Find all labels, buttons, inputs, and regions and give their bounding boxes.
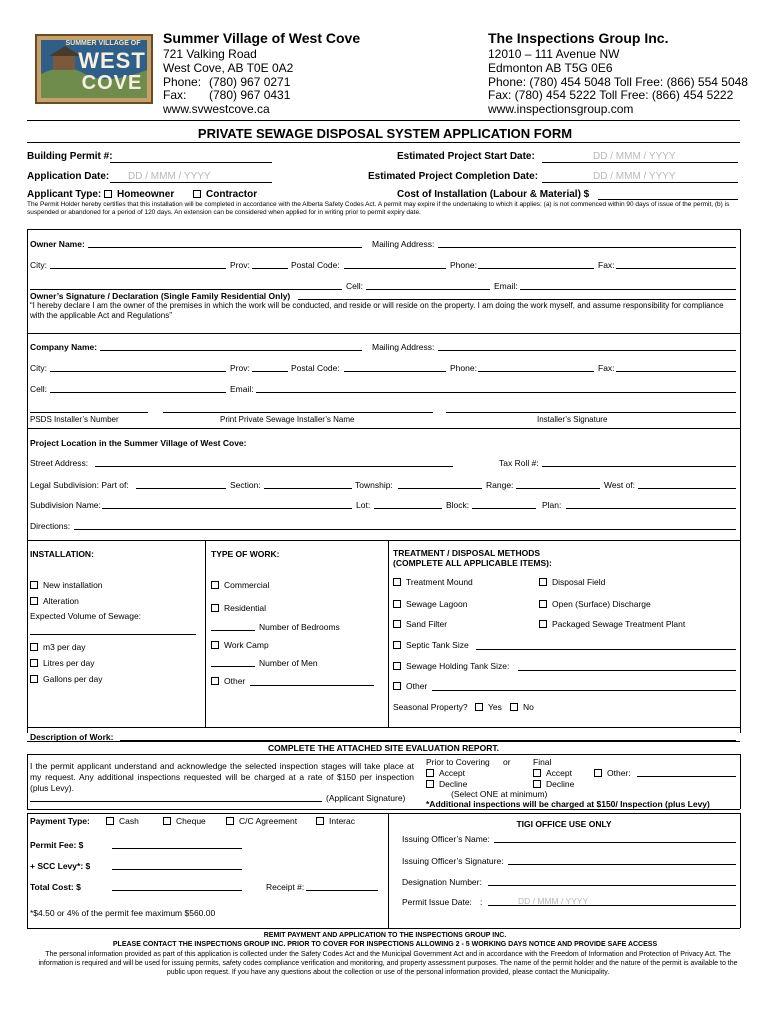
right-org-address: 12010 – 111 Avenue NW	[488, 47, 620, 61]
owner-name-field[interactable]	[88, 247, 362, 248]
owner-city-field[interactable]	[50, 268, 226, 269]
prior-accept-label: Accept	[439, 768, 465, 778]
installation-grid-bottom	[27, 727, 740, 728]
grid-divider-2	[388, 540, 389, 727]
owner-box-top	[27, 229, 740, 230]
final-label: Final	[533, 757, 552, 767]
seasonal-yes-option[interactable]	[475, 702, 502, 712]
company-phone-field[interactable]	[478, 371, 594, 372]
payment-office-divider	[388, 813, 389, 928]
open-discharge-checkbox[interactable]	[539, 600, 547, 608]
owner-phone-field[interactable]	[478, 268, 594, 269]
seasonal-no-checkbox[interactable]	[510, 703, 518, 711]
seasonal-yes-label: Yes	[488, 702, 502, 712]
cost-field[interactable]	[598, 199, 738, 200]
permit-issue-date-placeholder: DD / MMM / YYYY	[518, 896, 589, 906]
m3-checkbox[interactable]	[30, 643, 38, 651]
cash-label: Cash	[119, 816, 139, 826]
plan-field[interactable]	[566, 508, 736, 509]
alteration-label: Alteration	[43, 596, 79, 606]
open-discharge-option[interactable]	[539, 599, 651, 609]
privacy-notice: The personal information provided as part of this application is collected under the Safety Codes Act and the Municipal Government Act and in accordance with the Freedom of Information and Protection of Privacy Act. The information is required and will be used for issuing permits, safety codes compliance verification and monitoring, and property assessment purposes. The name of the permit holder and the nature of the permit is available to the public upon request. If you have any questions about the collection or use of the personal information provided, please contact the Municipality.	[38, 951, 738, 976]
left-org-phone: (780) 967 0271	[209, 75, 291, 89]
new-installation-label: New installation	[43, 580, 103, 590]
left-org-website: www.svwestcove.ca	[163, 102, 270, 116]
treatment-other-field[interactable]	[432, 690, 736, 691]
inspection-box-left	[27, 754, 28, 809]
township-label: Township:	[355, 480, 393, 490]
owner-blank-field[interactable]	[30, 289, 342, 290]
treatment-other-label: Other	[406, 681, 428, 691]
permit-notice: The Permit Holder hereby certifies that this installation will be completed in accordance with the Alberta Safety Codes Act. A permit may expire if the undertaking to which it applies: (a) is not commenced within 90 days of issue of the permit, (b) is suspended or abandoned for a period of 120 days. An extension can be considered when applied for in writing prior to permit expiry date.	[27, 201, 730, 216]
est-start-placeholder: DD / MMM / YYYY	[593, 151, 676, 162]
permit-issue-date-field[interactable]	[488, 905, 736, 906]
directions-label: Directions:	[30, 521, 71, 531]
treatment-other-option[interactable]	[393, 681, 427, 691]
lagoon-checkbox[interactable]	[393, 600, 401, 608]
block-field[interactable]	[472, 508, 536, 509]
type-of-work-heading: TYPE OF WORK:	[211, 549, 280, 559]
final-accept-label: Accept	[546, 768, 572, 778]
designation-number-label: Designation Number:	[402, 877, 482, 887]
new-installation-option[interactable]	[30, 580, 103, 590]
disposal-field-label: Disposal Field	[552, 577, 606, 587]
septic-tank-size-field[interactable]	[476, 649, 736, 650]
prior-accept-checkbox[interactable]	[426, 769, 434, 777]
sand-filter-label: Sand Filter	[406, 619, 448, 629]
owner-phone-label: Phone:	[450, 260, 477, 270]
number-of-men-field[interactable]	[211, 666, 255, 667]
septic-tank-label: Septic Tank Size	[406, 640, 469, 650]
residential-label: Residential	[224, 603, 267, 613]
permit-issue-date-label: Permit Issue Date:	[402, 897, 472, 907]
range-field[interactable]	[516, 488, 600, 489]
prior-to-covering-label: Prior to Covering	[426, 757, 490, 767]
application-date-field[interactable]	[110, 182, 272, 183]
right-org-fax: Fax: (780) 454 5222 Toll Free: (866) 454 5222	[488, 88, 734, 102]
cc-agreement-option[interactable]	[226, 816, 297, 826]
contractor-checkbox[interactable]	[193, 190, 201, 198]
interac-option[interactable]	[316, 816, 355, 826]
tax-roll-label: Tax Roll #:	[499, 458, 539, 468]
scc-levy-label: + SCC Levy*: $	[30, 861, 91, 871]
west-of-field[interactable]	[638, 488, 736, 489]
payment-box-left	[27, 813, 28, 928]
left-org-fax: (780) 967 0431	[209, 88, 291, 102]
street-address-field[interactable]	[95, 466, 453, 467]
building-permit-label: Building Permit #:	[27, 151, 113, 162]
installation-heading: INSTALLATION:	[30, 549, 94, 559]
permit-fee-label: Permit Fee: $	[30, 840, 84, 850]
litres-option[interactable]	[30, 658, 95, 668]
expected-volume-label: Expected Volume of Sewage:	[30, 611, 142, 621]
company-name-label: Company Name:	[30, 342, 98, 352]
work-camp-option[interactable]	[211, 640, 269, 650]
final-accept-option[interactable]	[533, 768, 572, 778]
company-fax-field[interactable]	[616, 371, 736, 372]
company-phone-label: Phone:	[450, 363, 477, 373]
treatment-other-checkbox[interactable]	[393, 682, 401, 690]
disposal-field-checkbox[interactable]	[539, 578, 547, 586]
owner-postal-label: Postal Code:	[291, 260, 340, 270]
owner-email-field[interactable]	[520, 289, 736, 290]
owner-cell-field[interactable]	[366, 289, 490, 290]
company-email-field[interactable]	[256, 392, 736, 393]
final-accept-checkbox[interactable]	[533, 769, 541, 777]
work-camp-checkbox[interactable]	[211, 641, 219, 649]
total-cost-label: Total Cost: $	[30, 882, 81, 892]
company-mailing-label: Mailing Address:	[372, 342, 435, 352]
applicant-signature-caption: (Applicant Signature)	[326, 793, 406, 803]
owner-prov-label: Prov:	[230, 260, 250, 270]
inspection-box-bottom	[27, 809, 740, 810]
left-org-address: 721 Valking Road	[163, 47, 257, 61]
company-fax-label: Fax:	[598, 363, 615, 373]
psds-number-caption: PSDS Installer’s Number	[30, 415, 119, 424]
owner-declaration: “I hereby declare I am the owner of the premises in which the work will be conducted, and reside or will reside on the property. I am doing the work myself, and assume responsibility for compliance with the applicable Act and Regulations”	[30, 301, 724, 320]
sand-filter-option[interactable]	[393, 619, 447, 629]
right-org-website: www.inspectionsgroup.com	[488, 102, 634, 116]
m3-label: m3 per day	[43, 642, 86, 652]
tax-roll-field[interactable]	[542, 466, 736, 467]
company-mailing-field[interactable]	[438, 350, 736, 351]
prior-decline-option[interactable]	[426, 779, 467, 789]
prior-accept-option[interactable]	[426, 768, 465, 778]
owner-name-label: Owner Name:	[30, 239, 85, 249]
payment-box-bottom	[27, 928, 740, 929]
subdivision-field[interactable]	[102, 508, 352, 509]
issuing-officer-name-field[interactable]	[494, 842, 736, 843]
packaged-plant-checkbox[interactable]	[539, 620, 547, 628]
litres-checkbox[interactable]	[30, 659, 38, 667]
inspection-acknowledgement: I the permit applicant understand and acknowledge the selected inspection stages will take place at my request. Any additional inspections requested will be charged at a rate of $150 per inspection (plus Levy).	[30, 761, 414, 793]
interac-label: Interac	[329, 816, 355, 826]
holding-tank-checkbox[interactable]	[393, 662, 401, 670]
company-cell-label: Cell:	[30, 384, 48, 394]
expected-volume-field[interactable]	[30, 634, 196, 635]
holding-tank-label: Sewage Holding Tank Size:	[406, 661, 510, 671]
company-city-label: City:	[30, 363, 47, 373]
applicant-type-label: Applicant Type:	[27, 189, 102, 200]
company-prov-field[interactable]	[252, 371, 288, 372]
packaged-plant-label: Packaged Sewage Treatment Plant	[552, 619, 686, 629]
total-cost-field[interactable]	[112, 890, 242, 891]
commercial-label: Commercial	[224, 580, 270, 590]
work-other-label: Other	[224, 676, 246, 686]
gallons-checkbox[interactable]	[30, 675, 38, 683]
gallons-option[interactable]	[30, 674, 103, 684]
owner-email-label: Email:	[494, 281, 518, 291]
commercial-checkbox[interactable]	[211, 581, 219, 589]
work-other-checkbox[interactable]	[211, 677, 219, 685]
prior-decline-checkbox[interactable]	[426, 780, 434, 788]
mound-label: Treatment Mound	[406, 577, 473, 587]
work-camp-label: Work Camp	[224, 640, 269, 650]
bedrooms-field[interactable]	[211, 630, 255, 631]
installer-name-field[interactable]	[163, 412, 433, 413]
logo-text-top: SUMMER VILLAGE OF	[65, 40, 141, 47]
owner-box-left	[27, 229, 28, 733]
mound-option[interactable]	[393, 577, 473, 587]
payment-box-right	[740, 813, 741, 928]
owner-mailing-field[interactable]	[438, 247, 736, 248]
header-divider	[27, 120, 740, 121]
directions-field[interactable]	[74, 529, 736, 530]
receipt-field[interactable]	[306, 890, 378, 891]
psds-number-field[interactable]	[30, 412, 148, 413]
treatment-heading: TREATMENT / DISPOSAL METHODS	[393, 548, 541, 558]
homeowner-checkbox[interactable]	[104, 190, 112, 198]
inspection-other-field[interactable]	[637, 776, 736, 777]
permit-fee-field[interactable]	[112, 848, 242, 849]
contractor-option[interactable]	[193, 189, 257, 200]
inspection-other-label: Other:	[607, 768, 631, 778]
additional-inspections-note: *Additional inspections will be charged at $150/ Inspection (plus Levy)	[426, 799, 710, 809]
designation-number-field[interactable]	[488, 885, 736, 886]
litres-label: Litres per day	[43, 658, 95, 668]
company-postal-label: Postal Code:	[291, 363, 340, 373]
cc-agreement-checkbox[interactable]	[226, 817, 234, 825]
block-label: Block:	[446, 500, 470, 510]
subdivision-label: Subdivision Name:	[30, 500, 101, 510]
holding-tank-size-field[interactable]	[518, 670, 736, 671]
permit-issue-date-colon: :	[480, 897, 483, 907]
logo-text-cove: COVE	[81, 72, 143, 94]
scc-levy-field[interactable]	[112, 869, 242, 870]
est-start-label: Estimated Project Start Date:	[397, 151, 535, 162]
description-label: Description of Work:	[30, 732, 114, 742]
m3-option[interactable]	[30, 642, 86, 652]
owner-postal-field[interactable]	[344, 268, 446, 269]
company-prov-label: Prov:	[230, 363, 250, 373]
interac-checkbox[interactable]	[316, 817, 324, 825]
applicant-signature-field[interactable]	[30, 801, 322, 802]
contractor-label: Contractor	[206, 189, 258, 200]
issuing-officer-signature-label: Issuing Officer’s Signature:	[402, 856, 504, 866]
inspection-other-option[interactable]	[594, 768, 631, 778]
form-title: PRIVATE SEWAGE DISPOSAL SYSTEM APPLICATION FORM	[197, 126, 573, 141]
section-field[interactable]	[264, 488, 352, 489]
prior-decline-label: Decline	[439, 779, 468, 789]
remit-payment-note: REMIT PAYMENT AND APPLICATION TO THE INSPECTIONS GROUP INC.	[263, 932, 507, 939]
left-org-city: West Cove, AB T0E 0A2	[163, 61, 294, 75]
treatment-subheading: (COMPLETE ALL APPLICABLE ITEMS):	[393, 558, 552, 568]
new-installation-checkbox[interactable]	[30, 581, 38, 589]
est-start-field[interactable]	[542, 162, 738, 163]
building-permit-field[interactable]	[110, 162, 272, 163]
application-date-placeholder: DD / MMM / YYYY	[128, 171, 211, 182]
grid-divider-1	[205, 540, 206, 727]
gallons-label: Gallons per day	[43, 674, 103, 684]
cheque-checkbox[interactable]	[163, 817, 171, 825]
or-label: or	[503, 757, 511, 767]
installer-signature-field[interactable]	[446, 412, 736, 413]
est-completion-placeholder: DD / MMM / YYYY	[593, 171, 676, 182]
number-of-men-label: Number of Men	[259, 658, 318, 668]
homeowner-option[interactable]	[104, 189, 174, 200]
range-label: Range:	[486, 480, 514, 490]
owner-cell-label: Cell:	[346, 281, 364, 291]
septic-tank-checkbox[interactable]	[393, 641, 401, 649]
plan-label: Plan:	[542, 500, 562, 510]
installation-grid-top	[27, 540, 740, 541]
company-name-field[interactable]	[100, 350, 362, 351]
est-completion-field[interactable]	[542, 182, 738, 183]
left-org-phone-label: Phone:	[163, 75, 202, 89]
seasonal-yes-checkbox[interactable]	[475, 703, 483, 711]
company-divider	[27, 333, 740, 334]
left-org-name: Summer Village of West Cove	[163, 30, 361, 46]
final-decline-label: Decline	[546, 779, 575, 789]
inspection-box-right	[740, 754, 741, 809]
logo-text-west: WEST	[78, 48, 146, 73]
cc-agreement-label: C/C Agreement	[239, 816, 298, 826]
owner-signature-field[interactable]	[298, 299, 736, 300]
installer-name-caption: Print Private Sewage Installer’s Name	[220, 415, 355, 424]
owner-fax-field[interactable]	[616, 268, 736, 269]
owner-box-right	[740, 229, 741, 733]
right-org-phone: Phone: (780) 454 5048 Toll Free: (866) 554 5048	[488, 75, 748, 89]
legal-part-label: Legal Subdivision: Part of:	[30, 480, 129, 490]
installer-signature-caption: Installer’s Signature	[537, 415, 608, 424]
cheque-label: Cheque	[176, 816, 206, 826]
homeowner-label: Homeowner	[117, 189, 175, 200]
work-other-field[interactable]	[250, 685, 374, 686]
right-org-name: The Inspections Group Inc.	[488, 30, 669, 46]
residential-option[interactable]	[211, 603, 266, 613]
owner-signature-heading: Owner’s Signature / Declaration (Single Family Residential Only)	[30, 291, 291, 301]
west-cove-logo	[35, 34, 153, 104]
cost-label: Cost of Installation (Labour & Material) $	[397, 189, 590, 200]
bedrooms-label: Number of Bedrooms	[259, 622, 340, 632]
inspection-other-checkbox[interactable]	[594, 769, 602, 777]
right-org-city: Edmonton AB T5G 0E6	[488, 61, 613, 75]
west-of-label: West of:	[604, 480, 636, 490]
work-other-option[interactable]	[211, 676, 245, 686]
payment-type-label: Payment Type:	[30, 816, 90, 826]
mound-checkbox[interactable]	[393, 578, 401, 586]
lagoon-option[interactable]	[393, 599, 467, 609]
final-decline-checkbox[interactable]	[533, 780, 541, 788]
select-one-note: (Select ONE at minimum)	[451, 789, 548, 799]
company-city-field[interactable]	[50, 371, 226, 372]
lagoon-label: Sewage Lagoon	[406, 599, 468, 609]
cash-option[interactable]	[106, 816, 139, 826]
cash-checkbox[interactable]	[106, 817, 114, 825]
alteration-checkbox[interactable]	[30, 597, 38, 605]
company-email-label: Email:	[230, 384, 254, 394]
owner-prov-field[interactable]	[252, 268, 288, 269]
open-discharge-label: Open (Surface) Discharge	[552, 599, 651, 609]
packaged-plant-option[interactable]	[539, 619, 685, 629]
seasonal-property-label: Seasonal Property?	[393, 702, 468, 712]
company-cell-field[interactable]	[50, 392, 226, 393]
receipt-label: Receipt #:	[266, 882, 305, 892]
section-label: Section:	[230, 480, 261, 490]
application-date-label: Application Date:	[27, 171, 110, 182]
location-divider	[27, 428, 740, 429]
levy-note: *$4.50 or 4% of the permit fee maximum $560.00	[30, 908, 216, 918]
lot-field[interactable]	[374, 508, 442, 509]
commercial-option[interactable]	[211, 580, 269, 590]
residential-checkbox[interactable]	[211, 604, 219, 612]
seasonal-no-option[interactable]	[510, 702, 534, 712]
contact-note: PLEASE CONTACT THE INSPECTIONS GROUP INC. PRIOR TO COVER FOR INSPECTIONS ALLOWING 2 - 5 WORKING DAYS NOTICE AND PROVIDE SAFE ACCESS	[112, 941, 658, 948]
sand-filter-checkbox[interactable]	[393, 620, 401, 628]
legal-part-field[interactable]	[136, 488, 226, 489]
title-divider	[27, 142, 740, 143]
location-heading: Project Location in the Summer Village of West Cove:	[30, 438, 247, 448]
septic-tank-option[interactable]	[393, 640, 469, 650]
lot-label: Lot:	[356, 500, 371, 510]
seasonal-no-label: No	[523, 702, 534, 712]
office-use-heading: TIGI OFFICE USE ONLY	[516, 819, 612, 829]
site-evaluation-note: COMPLETE THE ATTACHED SITE EVALUATION REPORT.	[268, 743, 499, 753]
company-postal-field[interactable]	[344, 371, 446, 372]
owner-city-label: City:	[30, 260, 47, 270]
township-field[interactable]	[398, 488, 482, 489]
final-decline-option[interactable]	[533, 779, 574, 789]
left-org-fax-label: Fax:	[163, 88, 187, 102]
issuing-officer-signature-field[interactable]	[508, 864, 736, 865]
owner-mailing-label: Mailing Address:	[372, 239, 435, 249]
alteration-option[interactable]	[30, 596, 79, 606]
owner-fax-label: Fax:	[598, 260, 615, 270]
cheque-option[interactable]	[163, 816, 206, 826]
disposal-field-option[interactable]	[539, 577, 605, 587]
payment-box-top	[27, 813, 740, 814]
holding-tank-option[interactable]	[393, 661, 509, 671]
site-eval-divider	[27, 741, 740, 742]
inspection-box-top	[27, 754, 740, 755]
issuing-officer-name-label: Issuing Officer’s Name:	[402, 834, 490, 844]
est-completion-label: Estimated Project Completion Date:	[368, 171, 539, 182]
street-address-label: Street Address:	[30, 458, 89, 468]
